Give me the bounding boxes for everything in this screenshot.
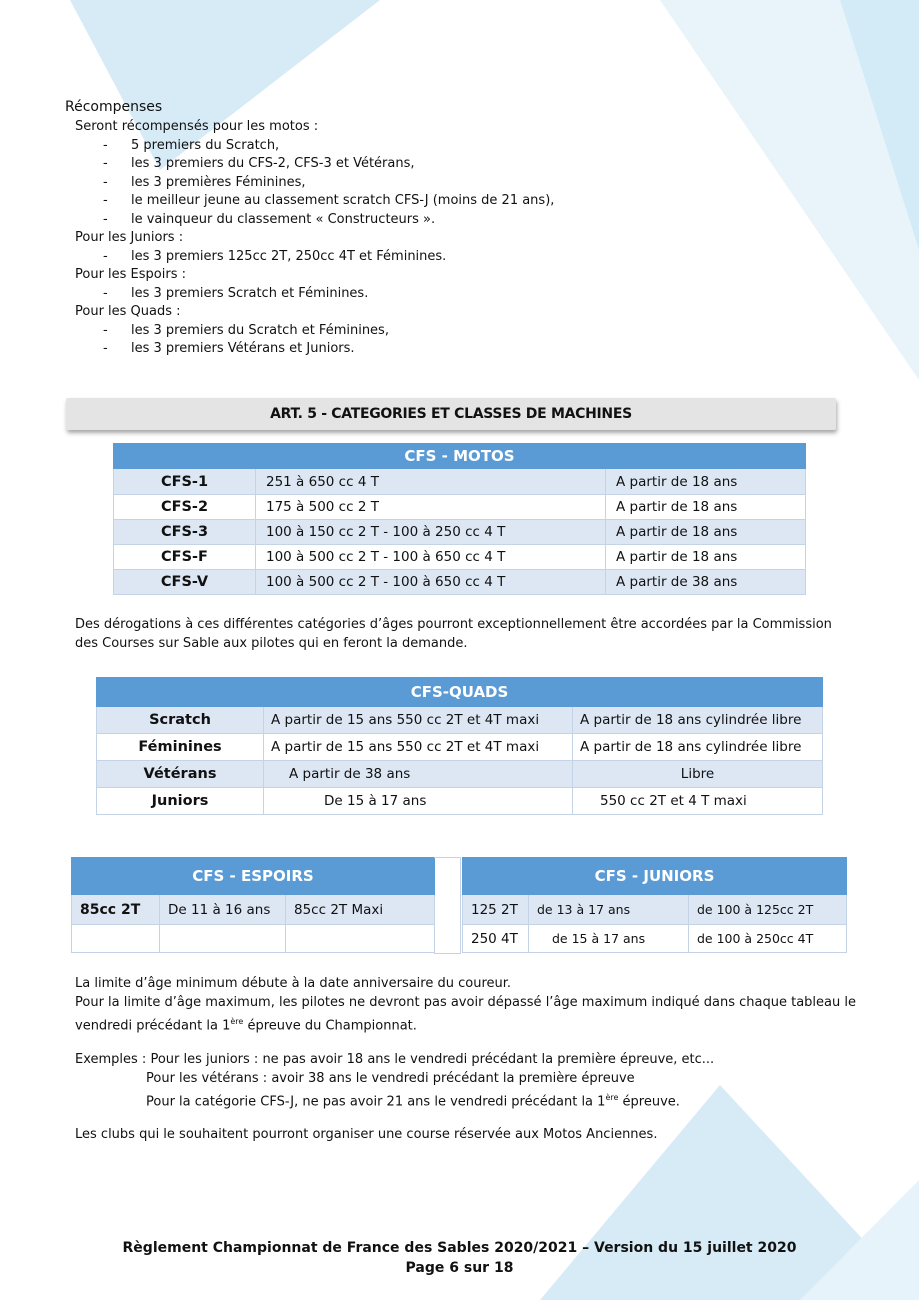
juniors-intro: Pour les Juniors : [75, 230, 184, 245]
table-row: CFS-V 100 à 500 cc 2 T - 100 à 650 cc 4 T A partir de 38 ans [114, 570, 806, 595]
recompenses-heading: Récompenses [65, 99, 163, 115]
list-item: - les 3 premières Féminines, [103, 174, 306, 190]
motos-table-header: CFS - MOTOS [114, 444, 806, 469]
list-item: - 5 premiers du Scratch, [103, 137, 280, 153]
table-row: CFS-1 251 à 650 cc 4 T A partir de 18 ans [114, 469, 806, 495]
footer-title: Règlement Championnat de France des Sables 2020/2021 – Version du 15 juillet 2020 [122, 1240, 797, 1256]
motos-table [113, 443, 806, 595]
table-row: CFS-3 100 à 150 cc 2 T - 100 à 250 cc 4 T A partir de 18 ans [114, 520, 806, 545]
espoirs-intro: Pour les Espoirs : [75, 267, 186, 282]
table-row: CFS-F 100 à 500 cc 2 T - 100 à 650 cc 4 T A partir de 18 ans [114, 545, 806, 570]
espoirs-table [71, 857, 435, 953]
age-limit-max: Pour la limite d’âge maximum, les pilotes ne devront pas avoir dépassé l’âge maximum indiqué dans chaque tableau le [75, 995, 856, 1010]
quads-table [96, 677, 823, 815]
list-item: - les 3 premiers Vétérans et Juniors. [103, 341, 355, 356]
table-row: CFS-2 175 à 500 cc 2 T A partir de 18 ans [114, 495, 806, 520]
examples [75, 1050, 875, 1111]
juniors-table-header: CFS - JUNIORS [463, 858, 847, 895]
table-row [72, 925, 435, 953]
table-row: 85cc 2T De 11 à 16 ans 85cc 2T Maxi [72, 895, 435, 925]
derogations-paragraph: Des dérogations à ces différentes catégories d’âges pourront exceptionnellement être accordées par la Commission des Courses sur Sable aux pilotes qui en feront la demande. [75, 617, 832, 651]
table-row: Juniors De 15 à 17 ans 550 cc 2T et 4 T maxi [97, 788, 823, 815]
list-item: - les 3 premiers du CFS-2, CFS-3 et Vétérans, [103, 156, 415, 171]
motos-intro: Seront récompensés pour les motos : [75, 119, 319, 134]
quads-intro: Pour les Quads : [75, 304, 181, 319]
examples-label: Exemples : [75, 1052, 147, 1067]
quads-table-header: CFS-QUADS [97, 678, 823, 707]
example-juniors: Pour les juniors : ne pas avoir 18 ans le vendredi précédant la première épreuve, etc... [150, 1052, 715, 1067]
age-limit-min: La limite d’âge minimum débute à la date anniversaire du coureur. [75, 976, 512, 991]
list-item: - les 3 premiers 125cc 2T, 250cc 4T et Féminines. [103, 248, 447, 264]
table-row: Féminines A partir de 15 ans 550 cc 2T et 4T maxi A partir de 18 ans cylindrée libre [97, 734, 823, 761]
list-item: - le meilleur jeune au classement scratch CFS-J (moins de 21 ans), [103, 193, 555, 208]
recompenses-list [75, 118, 554, 359]
clubs-paragraph: Les clubs qui le souhaitent pourront organiser une course réservée aux Motos Anciennes. [75, 1127, 658, 1142]
table-row: Vétérans A partir de 38 ans Libre [97, 761, 823, 788]
list-item: - les 3 premiers du Scratch et Féminines, [103, 322, 389, 338]
table-row: 125 2T de 13 à 17 ans de 100 à 125cc 2T [463, 895, 847, 925]
list-item: - le vainqueur du classement « Constructeurs ». [103, 211, 436, 227]
example-cfsj: Pour la catégorie CFS-J, ne pas avoir 21 ans le vendredi précédant la 1ère épreuve. [146, 1093, 680, 1110]
example-veterans: Pour les vétérans : avoir 38 ans le vendredi précédant la première épreuve [146, 1071, 635, 1086]
age-limits [75, 974, 875, 1035]
article-title-bar: ART. 5 - CATEGORIES ET CLASSES DE MACHINES [66, 398, 836, 430]
age-limit-max-cont: vendredi précédant la 1ère épreuve du Championnat. [75, 1017, 417, 1034]
table-row: 250 4T de 15 à 17 ans de 100 à 250cc 4T [463, 925, 847, 953]
espoirs-table-header: CFS - ESPOIRS [72, 858, 435, 895]
table-spacer [434, 857, 461, 954]
juniors-table [462, 857, 847, 953]
list-item: - les 3 premiers Scratch et Féminines. [103, 285, 369, 301]
table-row: Scratch A partir de 15 ans 550 cc 2T et 4T maxi A partir de 18 ans cylindrée libre [97, 707, 823, 734]
footer-page-number: Page 6 sur 18 [405, 1260, 514, 1276]
